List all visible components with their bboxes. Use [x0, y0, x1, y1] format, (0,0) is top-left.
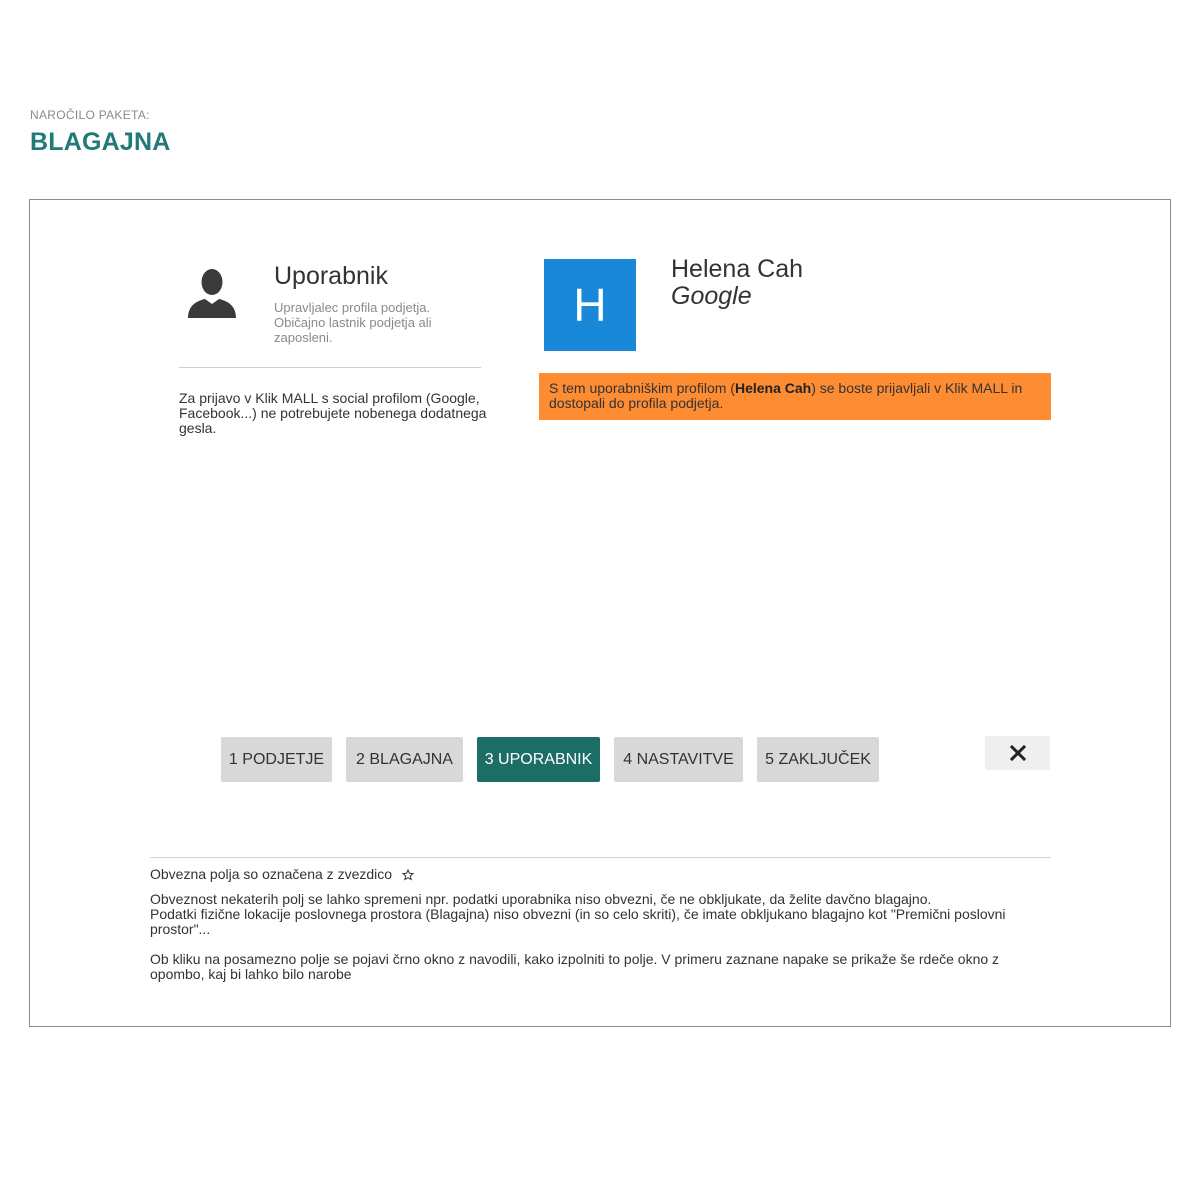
- notice-name: Helena Cah: [734, 380, 812, 396]
- step-uporabnik[interactable]: 3 UPORABNIK: [477, 737, 600, 782]
- required-note: [150, 867, 1050, 882]
- footer-help: [150, 867, 1050, 982]
- section-subtitle: Upravljalec profila podjetja. Običajno lastnik podjetja ali zaposleni.: [274, 300, 432, 345]
- section-title: Uporabnik: [274, 262, 388, 290]
- page-title: BLAGAJNA: [30, 128, 171, 156]
- profile-provider: Google: [671, 282, 752, 310]
- help-line: Podatki fizične lokacije poslovnega prostora (Blagajna) niso obvezni (in so celo skriti), če imate obkljukano blagajno kot "Premični poslovni prostor"...: [150, 906, 1006, 937]
- profile-notice: [539, 373, 1051, 420]
- step-blagajna[interactable]: 2 BLAGAJNA: [346, 737, 463, 782]
- help-line: Ob kliku na posamezno polje se pojavi črno okno z navodili, kako izpolniti to polje. V primeru zaznane napake se prikaže še rdeče okno z opombo, kaj bi lahko bilo narobe: [150, 951, 1000, 982]
- profile-name: Helena Cah: [671, 255, 804, 283]
- close-button[interactable]: [985, 736, 1050, 770]
- wizard-card: [29, 199, 1171, 1027]
- required-note-text: Obvezna polja so označena z zvezdico: [150, 866, 393, 882]
- avatar: H: [544, 259, 636, 351]
- notice-suffix: ) se boste prijavljali v Klik MALL in dostopali do profila podjetja.: [549, 380, 1023, 411]
- close-icon: [1010, 745, 1026, 761]
- help-line: Obveznost nekaterih polj se lahko spremeni npr. podatki uporabnika niso obvezni, če ne obkljukate, da želite davčno blagajno.: [150, 891, 932, 907]
- step-podjetje[interactable]: 1 PODJETJE: [221, 737, 332, 782]
- divider: [150, 857, 1051, 858]
- notice-prefix: S tem uporabniškim profilom (: [549, 380, 735, 396]
- star-icon: [402, 869, 414, 881]
- user-silhouette-icon: [187, 268, 237, 320]
- step-nastavitve[interactable]: 4 NASTAVITVE: [614, 737, 743, 782]
- order-label: NAROČILO PAKETA:: [30, 108, 150, 122]
- divider: [179, 367, 481, 368]
- step-zakljucek[interactable]: 5 ZAKLJUČEK: [757, 737, 879, 782]
- page-header: [30, 108, 171, 157]
- social-login-note: Za prijavo v Klik MALL s social profilom (Google, Facebook...) ne potrebujete nobenega dodatnega gesla.: [179, 390, 487, 436]
